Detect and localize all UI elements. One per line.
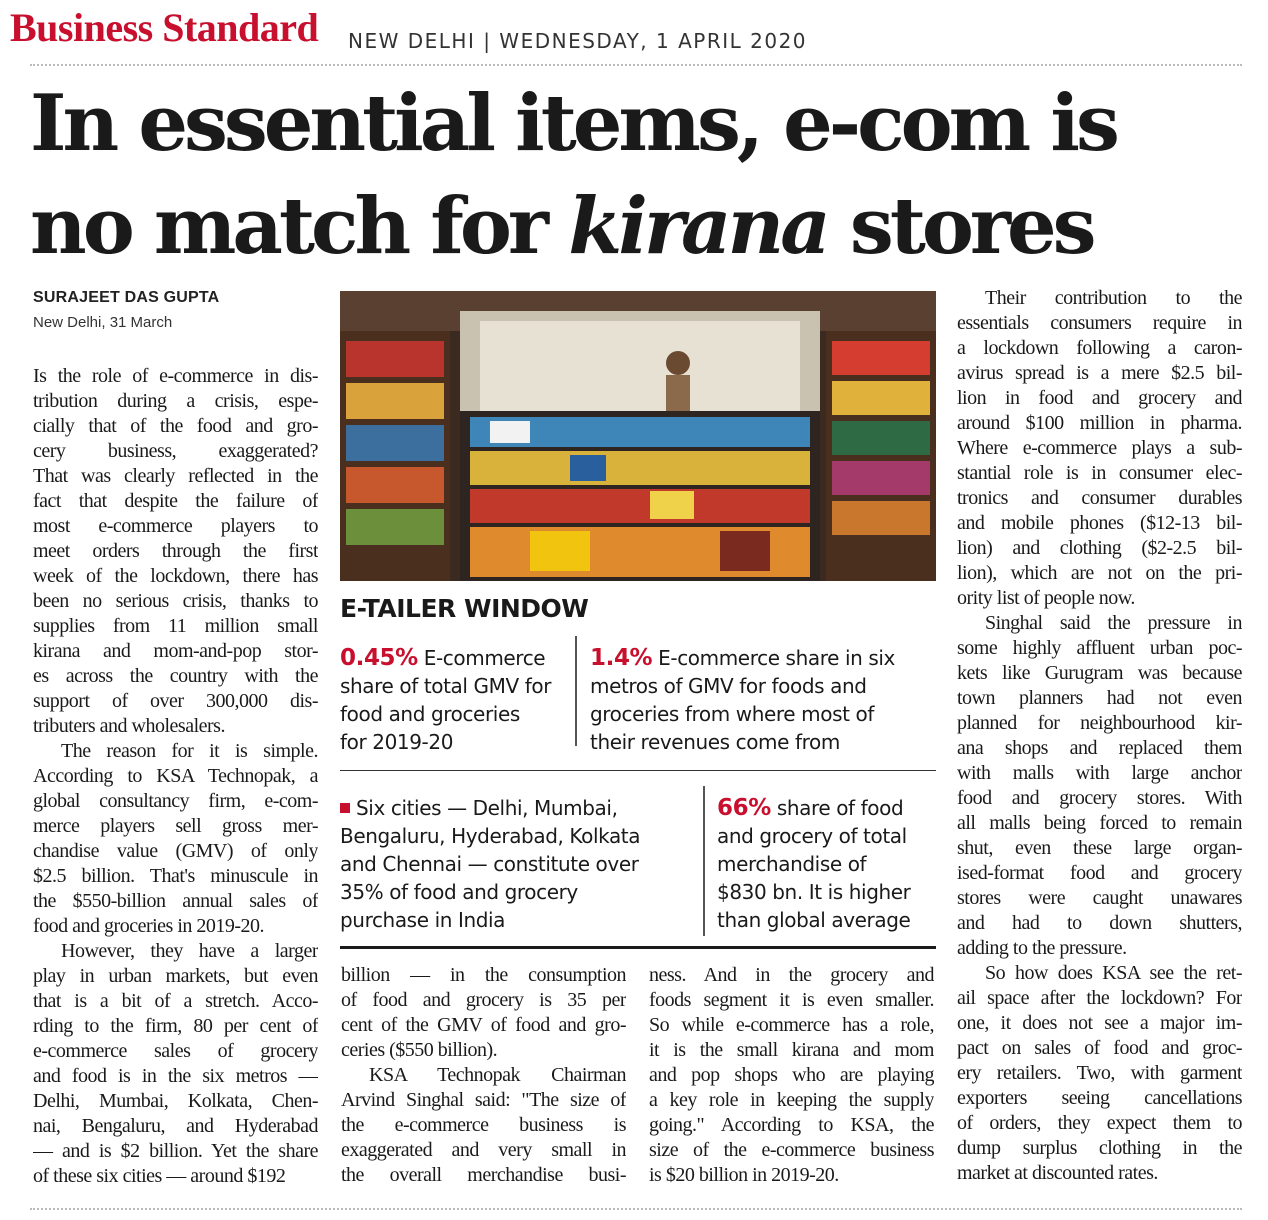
- headline-line-2-post: stores: [826, 181, 1093, 272]
- infobox-bottom-rule: [340, 946, 936, 949]
- stat-text: their revenues come from: [590, 730, 840, 754]
- store-photo: [340, 291, 936, 581]
- stat-line: [340, 644, 570, 672]
- body-line: However, they have a larger: [61, 940, 318, 962]
- body-line: supplies from 11 million small: [33, 615, 318, 637]
- stat-line: [340, 700, 570, 728]
- infobox-title: E-TAILER WINDOW: [340, 594, 589, 623]
- body-line: lion), which are not on the pri-: [957, 562, 1242, 584]
- body-line: shut, even these large organ-: [957, 837, 1242, 859]
- headline-line-2-pre: no match for: [30, 181, 569, 272]
- stat-food-grocery-share: [717, 794, 937, 934]
- body-line: Is the role of e-commerce in dis-: [33, 365, 318, 387]
- body-line: avirus spread is a mere $2.5 bil-: [957, 362, 1242, 384]
- body-line: of orders, they expect them to: [957, 1112, 1242, 1134]
- body-line: So how does KSA see the ret-: [985, 962, 1242, 984]
- body-line: a lockdown following a caron-: [957, 337, 1242, 359]
- body-line: is $20 billion in 2019-20.: [649, 1164, 839, 1186]
- stat-text: 35% of food and grocery: [340, 880, 578, 904]
- stat-text: food and groceries: [340, 702, 520, 726]
- stat-text: share of total GMV for: [340, 674, 552, 698]
- body-line: Where e-commerce plays a sub-: [957, 437, 1242, 459]
- body-line: lion) and clothing ($2-2.5 bil-: [957, 537, 1242, 559]
- body-line: ority list of people now.: [957, 587, 1135, 609]
- body-line: town planners had not even: [957, 687, 1242, 709]
- stat-text: Six cities — Delhi, Mumbai,: [356, 796, 618, 820]
- body-line: one, it does not see a major im-: [957, 1012, 1242, 1034]
- stat-line: [717, 822, 937, 850]
- body-line: ceries ($550 billion).: [341, 1039, 498, 1061]
- body-line: e-commerce sales of grocery: [33, 1040, 318, 1062]
- stat-text: $830 bn. It is higher: [717, 880, 911, 904]
- body-line: nai, Bengaluru, and Hyderabad: [33, 1115, 318, 1137]
- stat-line: [717, 906, 937, 934]
- body-line: it is the small kirana and mom: [649, 1039, 934, 1061]
- body-line: going." According to KSA, the: [649, 1114, 934, 1136]
- brand-logo: Business Standard: [10, 5, 319, 50]
- body-line: adding to the pressure.: [957, 937, 1127, 959]
- stat-value: 1.4%: [590, 645, 653, 671]
- body-line: and food is in the six metros —: [33, 1065, 318, 1087]
- stat-line: [340, 672, 570, 700]
- body-line: — and is $2 billion. Yet the share: [33, 1140, 318, 1162]
- stat-text: Bengaluru, Hyderabad, Kolkata: [340, 824, 641, 848]
- stat-text: metros of GMV for foods and: [590, 674, 867, 698]
- body-line: been no serious crisis, thanks to: [33, 590, 318, 612]
- body-line: billion — in the consumption: [341, 964, 626, 986]
- body-line: Their contribution to the: [985, 287, 1242, 309]
- stat-line: [340, 822, 696, 850]
- infobox-divider-2: [703, 786, 705, 936]
- stat-value: 0.45%: [340, 645, 418, 671]
- body-line: merce players sell gross mer-: [33, 815, 318, 837]
- body-line: food and groceries in 2019-20.: [33, 915, 265, 937]
- headline-emphasis: kirana: [568, 181, 827, 272]
- body-line: and had to down shutters,: [957, 912, 1242, 934]
- stat-text: groceries from where most of: [590, 702, 874, 726]
- body-line: meet orders through the first: [33, 540, 318, 562]
- stat-text: than global average: [717, 908, 911, 932]
- body-line: kirana and mom-and-pop stor-: [33, 640, 318, 662]
- body-line: and pop shops who are playing: [649, 1064, 934, 1086]
- stat-line: [590, 728, 936, 756]
- stat-six-metros-share: [590, 644, 936, 756]
- body-line: size of the e-commerce business: [649, 1139, 934, 1161]
- body-line: of these six cities — around $192: [33, 1165, 286, 1187]
- body-line: global consultancy firm, e-com-: [33, 790, 318, 812]
- body-line: The reason for it is simple.: [61, 740, 318, 762]
- body-line: foods segment it is even smaller.: [649, 989, 934, 1011]
- body-line: rding to the firm, 80 per cent of: [33, 1015, 318, 1037]
- stat-line: [340, 906, 696, 934]
- body-line: According to KSA Technopak, a: [33, 765, 318, 787]
- body-line: food and grocery stores. With: [957, 787, 1242, 809]
- body-line: exaggerated and very small in: [341, 1139, 626, 1161]
- body-line: most e-commerce players to: [33, 515, 318, 537]
- article-column-3: [649, 963, 934, 1188]
- infobox-divider-1: [575, 636, 577, 746]
- body-line: some highly affluent urban poc-: [957, 637, 1242, 659]
- body-line: essentials consumers require in: [957, 312, 1242, 334]
- article-column-2: [341, 963, 626, 1188]
- body-line: ana shops and replaced them: [957, 737, 1242, 759]
- body-line: $2.5 billion. That's minuscule in: [33, 865, 318, 887]
- stat-value: 66%: [717, 795, 771, 821]
- body-line: around $100 million in pharma.: [957, 412, 1242, 434]
- stat-line: [717, 794, 937, 822]
- body-line: cially that of the food and gro-: [33, 415, 318, 437]
- stat-six-cities: [340, 794, 696, 934]
- stat-text: E-commerce: [417, 646, 546, 670]
- body-line: KSA Technopak Chairman: [369, 1064, 626, 1086]
- body-line: cery business, exaggerated?: [33, 440, 318, 462]
- stat-line: [340, 850, 696, 878]
- body-line: planned for neighbourhood kir-: [957, 712, 1242, 734]
- body-line: Singhal said the pressure in: [985, 612, 1242, 634]
- body-line: Arvind Singhal said: "The size of: [341, 1089, 626, 1111]
- stat-text: for 2019-20: [340, 730, 454, 754]
- body-line: that is a bit of a stretch. Acco-: [33, 990, 318, 1012]
- body-line: ery retailers. Two, with garment: [957, 1062, 1242, 1084]
- byline-place-date: New Delhi, 31 March: [33, 314, 173, 331]
- stat-line: [590, 644, 936, 672]
- stat-line: [340, 878, 696, 906]
- body-line: ness. And in the grocery and: [649, 964, 934, 986]
- stat-text: merchandise of: [717, 852, 867, 876]
- stat-text: and grocery of total: [717, 824, 907, 848]
- body-line: chandise value (GMV) of only: [33, 840, 318, 862]
- body-line: kets like Gurugram was because: [957, 662, 1242, 684]
- body-line: Delhi, Mumbai, Kolkata, Chen-: [33, 1090, 318, 1112]
- byline-author: SURAJEET DAS GUPTA: [33, 289, 220, 306]
- stat-text: and Chennai — constitute over: [340, 852, 639, 876]
- stat-text: E-commerce share in six: [652, 646, 895, 670]
- body-line: with malls with large anchor: [957, 762, 1242, 784]
- body-line: stantial role is in consumer elec-: [957, 462, 1242, 484]
- body-line: lion in food and grocery and: [957, 387, 1242, 409]
- body-line: ised-format food and grocery: [957, 862, 1242, 884]
- headline-line-1: In essential items, e-com is: [30, 78, 1116, 169]
- body-line: the overall merchandise busi-: [341, 1164, 626, 1186]
- stat-line: [340, 794, 696, 822]
- body-line: the $550-billion annual sales of: [33, 890, 318, 912]
- headline: [30, 72, 1250, 278]
- body-line: week of the lockdown, there has: [33, 565, 318, 587]
- body-line: a key role in keeping the supply: [649, 1089, 934, 1111]
- body-line: and mobile phones ($12-13 bil-: [957, 512, 1242, 534]
- body-line: So while e-commerce has a role,: [649, 1014, 934, 1036]
- article-column-1: [33, 364, 318, 1189]
- bottom-divider: [30, 1208, 1242, 1210]
- stat-line: [590, 672, 936, 700]
- body-line: support of over 300,000 dis-: [33, 690, 318, 712]
- stat-line: [590, 700, 936, 728]
- infobox-rule: [340, 770, 936, 771]
- stat-line: [717, 878, 937, 906]
- body-line: market at discounted rates.: [957, 1162, 1158, 1184]
- stat-line: [717, 850, 937, 878]
- stat-text: share of food: [770, 796, 904, 820]
- body-line: all malls being forced to remain: [957, 812, 1242, 834]
- stat-ecommerce-share: [340, 644, 570, 756]
- top-divider: [30, 64, 1242, 66]
- body-line: tribution during a crisis, espe-: [33, 390, 318, 412]
- body-line: tributers and wholesalers.: [33, 715, 225, 737]
- body-line: fact that despite the failure of: [33, 490, 318, 512]
- article-column-4: [957, 286, 1242, 1186]
- body-line: es across the country with the: [33, 665, 318, 687]
- body-line: play in urban markets, but even: [33, 965, 318, 987]
- headline-line-2: [30, 175, 1250, 278]
- body-line: pact on sales of food and groc-: [957, 1037, 1242, 1059]
- body-line: tronics and consumer durables: [957, 487, 1242, 509]
- bullet-square-icon: [340, 803, 350, 813]
- body-line: That was clearly reflected in the: [33, 465, 318, 487]
- body-line: stores were caught unawares: [957, 887, 1242, 909]
- dateline: NEW DELHI | WEDNESDAY, 1 APRIL 2020: [348, 29, 808, 53]
- body-line: exporters seeing cancellations: [957, 1087, 1242, 1109]
- body-line: dump surplus clothing in the: [957, 1137, 1242, 1159]
- stat-text: purchase in India: [340, 908, 506, 932]
- body-line: ail space after the lockdown? For: [957, 987, 1242, 1009]
- body-line: the e-commerce business is: [341, 1114, 626, 1136]
- stat-line: [340, 728, 570, 756]
- body-line: of food and grocery is 35 per: [341, 989, 626, 1011]
- body-line: cent of the GMV of food and gro-: [341, 1014, 626, 1036]
